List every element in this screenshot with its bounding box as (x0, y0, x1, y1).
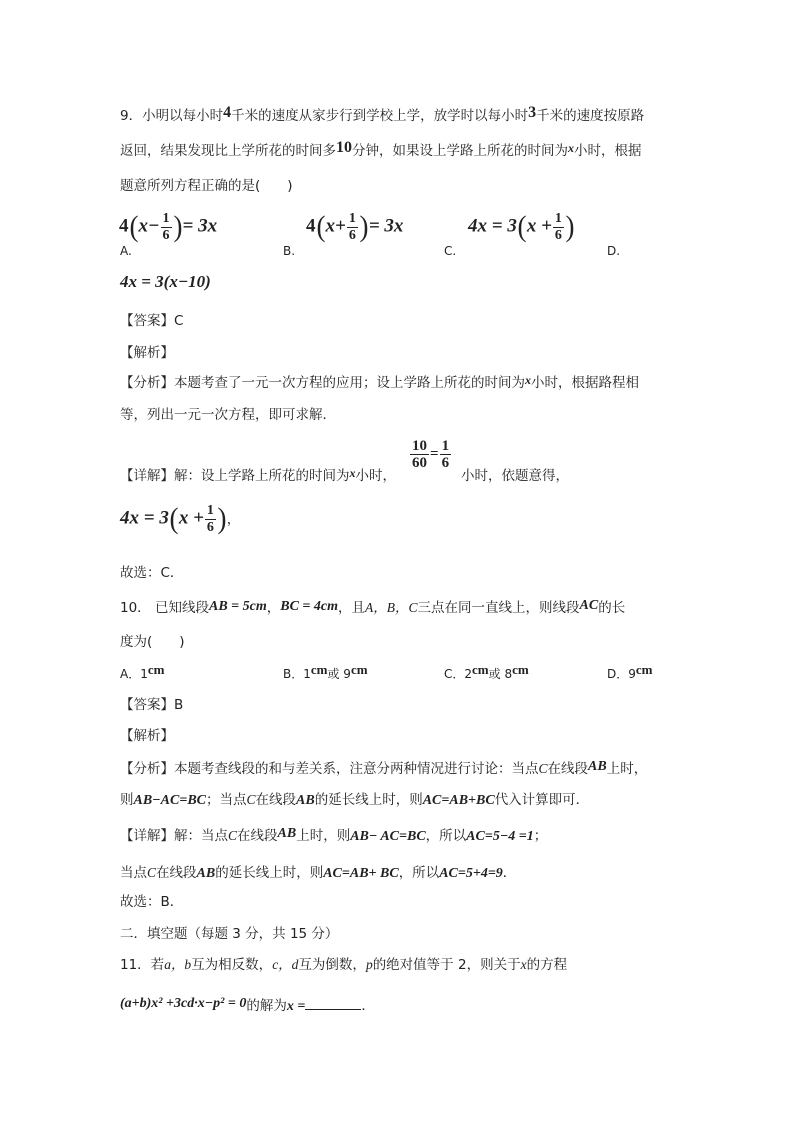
q9-fenxi-line1: 【分析】本题考查了一元一次方程的应用；设上学路上所花的时间为x小时，根据路程相 (120, 373, 639, 391)
q10-option-c: C．2cm或 8cm (444, 662, 529, 681)
q9-option-d-math: 4x = 3(x−10) (120, 272, 211, 291)
q9-option-a: A. (120, 244, 132, 258)
q10-detail-line2: 当点C在线段AB的延长线上时，则AC=AB+ BC，所以AC=5+4=9． (120, 865, 517, 881)
q9-analysis-heading: 【解析】 (120, 345, 174, 361)
q10-analysis-heading: 【解析】 (120, 728, 174, 744)
q10-option-a: A．1cm (120, 662, 165, 681)
q9-detail-line: 【详解】解：设上学路上所花的时间为x小时， (120, 466, 396, 484)
q9-line2: 返回，结果发现比上学所花的时间多10分钟，如果设上学路上所花的时间为x小时，根据 (120, 139, 642, 159)
q10-choose: 故选：B． (120, 894, 184, 910)
q9-detail-tail: 小时，依题意得， (461, 468, 569, 484)
q11-line2: (a+b)x² +3cd·x−p² = 0的解为x = ． (120, 996, 375, 1014)
q9-choose: 故选：C． (120, 565, 184, 581)
q9-option-b-math: 4(x+ $\frac{1}{6}$ )= 3x (306, 210, 404, 243)
q10-option-d: D．9cm (607, 662, 653, 681)
q10-fenxi-line2: 则AB−AC=BC；当点C在线段AB的延长线上时，则AC=AB+BC代入计算即可． (120, 792, 590, 808)
q10-fenxi-line1: 【分析】本题考查线段的和与差关系，注意分两种情况进行讨论：当点C在线段AB上时， (120, 759, 648, 777)
q10-answer: 【答案】B (120, 697, 184, 713)
q10-line1: 10． 已知线段AB = 5cm，BC = 4cm，且A，B，C三点在同一直线上，则线段AC的长 (120, 598, 626, 616)
q10-line2: 度为( ) (120, 634, 185, 650)
q9-detail-fraction: $\frac{10}{60}$ = $\frac{1}{6}$ (412, 438, 450, 471)
q9-detail-equation: 4x = 3(x + $\frac{1}{6}$ )， (120, 502, 240, 535)
q10-option-b: B．1cm或 9cm (283, 662, 368, 681)
q9-option-a-math: 4(x− $\frac{1}{6}$ )= 3x (119, 210, 218, 243)
q9-fenxi-line2: 等，列出一元一次方程，即可求解． (120, 407, 336, 423)
q9-option-c: C. (444, 244, 457, 258)
q9-line3: 题意所列方程正确的是( ) (120, 178, 293, 194)
q9-option-c-math: 4x = 3(x + $\frac{1}{6}$ ) (468, 210, 575, 243)
q9-option-d: D. (607, 244, 621, 258)
q11-line1: 11．若a，b互为相反数，c，d互为倒数，p的绝对值等于 2，则关于x的方程 (120, 957, 568, 973)
section-heading-fill-in: 二．填空题（每题 3 分，共 15 分） (120, 926, 339, 942)
q9-line1: 9．小明以每小时4千米的速度从家步行到学校上学，放学时以每小时3千米的速度按原路 (120, 104, 645, 124)
q9-option-b: B. (283, 244, 296, 258)
q9-answer: 【答案】C (120, 313, 184, 329)
q10-detail-line1: 【详解】解：当点C在线段AB上时，则AB− AC=BC，所以AC=5−4 =1； (120, 826, 548, 844)
answer-blank[interactable] (305, 995, 361, 1010)
